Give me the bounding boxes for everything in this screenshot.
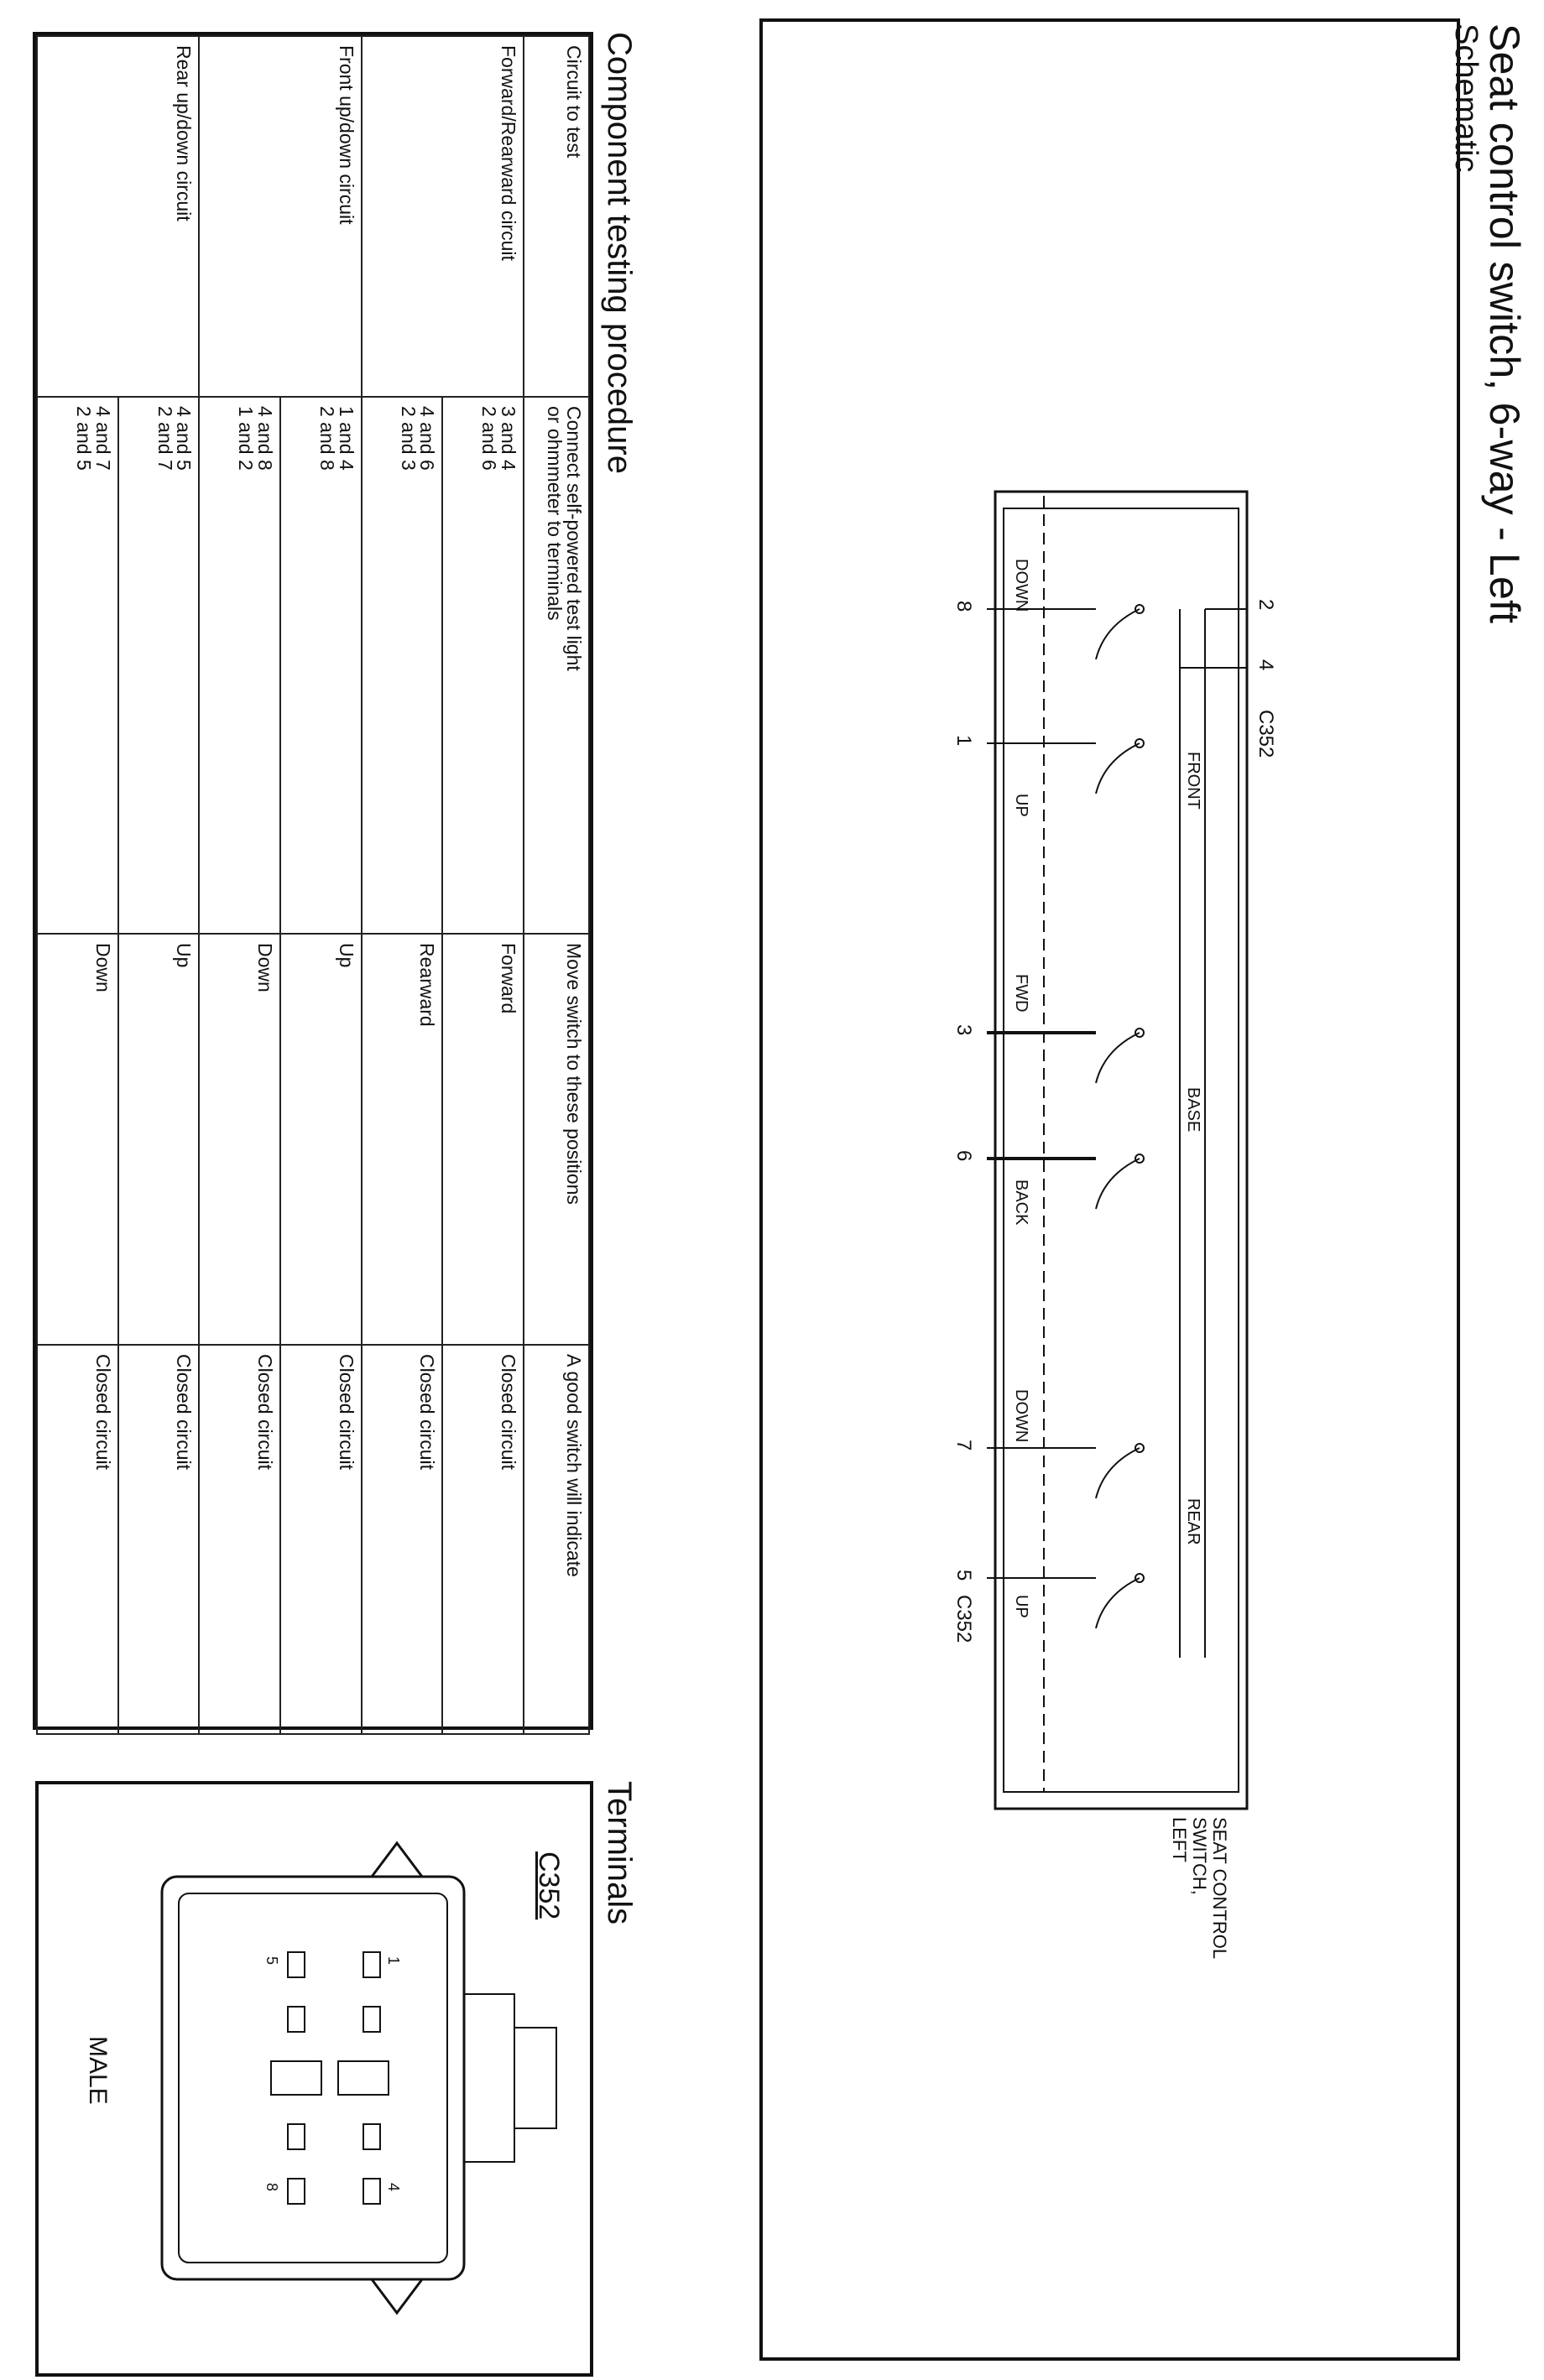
table-row [118,36,200,1734]
switch-body-outer [995,492,1247,1809]
schematic-diagram [756,22,1457,2364]
bus-label: BASE [1184,1087,1202,1133]
terminals-cell [118,397,200,934]
terminal-pair: 2 and 8 [316,406,339,471]
column-header: Move switch to these positions [524,934,589,1345]
component-testing-heading: Component testing procedure [601,32,638,474]
position-cell: Down [199,934,280,1345]
terminal-pair: 4 and 8 [254,406,277,471]
pin-number: 3 [952,1024,975,1036]
pin-number: 8 [263,2183,280,2192]
schematic-heading: Schematic [1448,23,1484,173]
switch-contacts [1096,605,1144,1628]
pin-number: 4 [1254,659,1277,671]
position-cell: Up [118,934,200,1345]
terminal-pair: 2 and 7 [154,406,176,471]
position-cell: Forward [442,934,524,1345]
switch-label: BACK [1012,1180,1030,1226]
connector-label-bottom: C352 [952,1595,975,1643]
terminal-pair: 1 and 4 [335,406,357,471]
bus-label: FRONT [1184,752,1202,810]
circuit-cell: Rear up/down circuit [37,36,199,397]
connector-face-icon [32,1784,590,2380]
pin-number: 6 [952,1150,975,1162]
pin-number: 1 [385,1956,402,1966]
terminal-pair: 1 and 2 [235,406,258,471]
column-header: A good switch will indicate [524,1345,589,1734]
pin-number: 7 [952,1440,975,1451]
component-testing-table [33,32,593,1730]
terminals-panel [35,1781,593,2377]
terminals-cell [199,397,280,934]
component-label: LEFT [1169,1817,1190,1862]
result-cell: Closed circuit [37,1345,118,1734]
position-cell: Down [37,934,118,1345]
position-cell: Up [280,934,362,1345]
position-cell: Rearward [362,934,443,1345]
schematic-frame [759,18,1460,2361]
table-row [442,36,524,1734]
terminal-pair: 4 and 7 [91,406,114,471]
column-header-line: Connect self-powered test light [563,406,585,671]
terminal-pair: 4 and 5 [173,406,196,471]
result-cell: Closed circuit [118,1345,200,1734]
column-header [524,397,589,934]
page-title: Seat control switch, 6-way - Left [1481,23,1528,624]
result-cell: Closed circuit [199,1345,280,1734]
terminal-pair: 2 and 6 [478,406,501,471]
switch-label: DOWN [1012,559,1030,612]
table-header-row [524,36,589,1734]
component-label: SWITCH, [1189,1817,1210,1895]
pin-number: 2 [1254,599,1277,611]
gender-label: MALE [84,2036,112,2105]
connector-label-top: C352 [1254,710,1277,758]
terminal-pair: 3 and 4 [498,406,519,471]
switch-label: DOWN [1012,1389,1030,1443]
pin-number: 1 [952,735,975,747]
pin-number: 5 [952,1570,975,1581]
circuit-cell: Front up/down circuit [199,36,361,397]
column-header-line: or ohmmeter to terminals [544,406,566,621]
table-row [280,36,362,1734]
switch-label: FWD [1012,974,1030,1013]
switch-label: UP [1012,794,1030,817]
pin-number: 4 [385,2183,402,2192]
bus-label: REAR [1184,1498,1202,1545]
result-cell: Closed circuit [442,1345,524,1734]
terminals-heading: Terminals [601,1781,638,1925]
terminal-pair: 4 and 6 [416,406,439,471]
terminals-cell [37,397,118,934]
terminals-cell [280,397,362,934]
component-label: SEAT CONTROL [1209,1817,1230,1960]
circuit-cell: Forward/Rearward circuit [362,36,524,397]
switch-label: UP [1012,1595,1030,1618]
terminal-pair: 2 and 3 [397,406,420,471]
switch-body-inner [1004,508,1239,1792]
column-header: Circuit to test [524,36,589,397]
terminals-cell [442,397,524,934]
pin-number: 8 [952,601,975,612]
result-cell: Closed circuit [280,1345,362,1734]
result-cell: Closed circuit [362,1345,443,1734]
connector-id: C352 [533,1851,565,1920]
terminals-cell [362,397,443,934]
terminal-pair: 2 and 5 [73,406,96,471]
pin-number: 5 [263,1956,280,1966]
